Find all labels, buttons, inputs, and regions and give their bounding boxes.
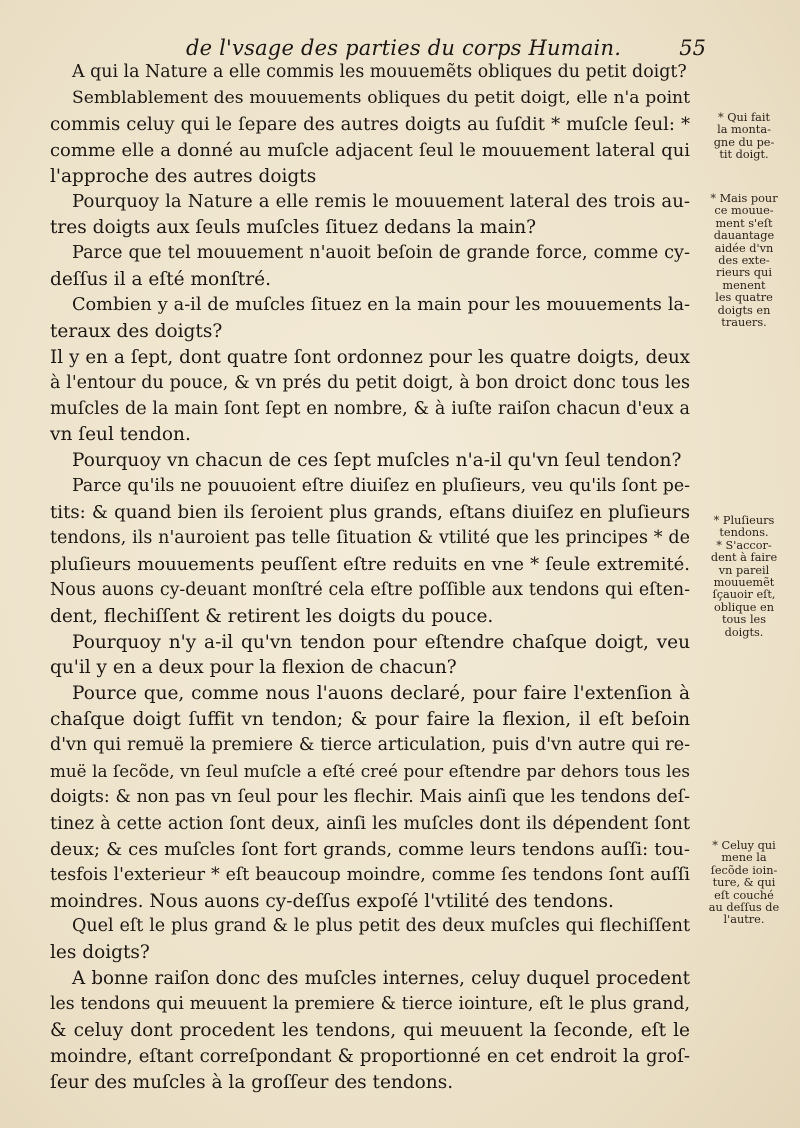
text-line: l'approche des autres doigts	[50, 165, 317, 187]
text-line: les tendons qui meuuent la premiere & tierce iointure, eſt le plus grand,	[50, 994, 690, 1015]
text-line: moindres. Nous auons cy-deſſus expoſé l'vtilité des tendons.	[50, 890, 614, 912]
margin-note-line: * Mais pour	[710, 192, 778, 205]
margin-note-line: trauers.	[721, 316, 767, 330]
text-line: & celuy dont procedent les tendons, qui meuuent la ſeconde, eſt le	[50, 1019, 690, 1041]
text-line: les doigts?	[50, 942, 150, 964]
text-line: Parce que tel mouuement n'auoit beſoin de grande force, comme cy-	[72, 243, 690, 264]
margin-note-line: la monta-	[717, 123, 771, 137]
text-line: Parce qu'ils ne pouuoient eſtre diuiſez en pluſieurs, veu qu'ils ſont pe-	[72, 476, 690, 497]
text-line: Pource que, comme nous l'auons declaré, pour faire l'extenſion à	[72, 683, 690, 705]
body-text	[50, 60, 690, 1096]
running-head: de l'vsage des parties du corps Humain.	[186, 36, 622, 60]
text-line: deſſus il a eſté monſtré.	[50, 269, 272, 291]
margin-note-line: mouuemẽt	[713, 576, 775, 590]
margin-note-line: vn pareil	[718, 563, 770, 577]
margin-note-line: dauantage	[713, 229, 775, 243]
margin-note	[692, 193, 796, 329]
text-line: Quel eſt le plus grand & le plus petit des deux muſcles qui flechiſſent	[72, 916, 690, 937]
margin-note-line: dent à faire	[710, 551, 778, 565]
margin-note-line: ce mouue-	[714, 204, 774, 218]
margin-note-line: eſt couché	[714, 888, 774, 902]
text-line: Pourquoy n'y a-il qu'vn tendon pour eſtendre chaſque doigt, veu	[72, 631, 690, 653]
text-line: tesfois l'exterieur * eſt beaucoup moindre, comme ſes tendons ſont auſſi	[50, 864, 690, 885]
text-line: tres doigts aux ſeuls muſcles ſituez dedans la main?	[50, 217, 537, 239]
text-line: tendons, ils n'auroient pas telle ſituation & vtilité que les principes * de	[50, 528, 690, 549]
margin-note-line: mene la	[721, 851, 767, 865]
text-line: Nous auons cy-deuant monſtré cela eſtre poſſible aux tendons qui eſten-	[50, 579, 690, 600]
margin-note	[692, 112, 796, 162]
margin-note-line: tit doigt.	[719, 148, 769, 162]
text-line: chaſque doigt ſuffit vn tendon; & pour faire la flexion, il eſt beſoin	[50, 709, 690, 731]
margin-note-line: l'autre.	[723, 913, 765, 927]
text-line: teraux des doigts?	[50, 320, 223, 342]
text-line: d'vn qui remuë la premiere & tierce articulation, puis d'vn autre qui re-	[50, 735, 690, 756]
text-line: moindre, eſtant correſpondant & proportionné en cet endroit la groſ-	[50, 1045, 690, 1067]
text-line: A bonne raiſon donc des muſcles internes, celuy duquel procedent	[72, 968, 690, 990]
text-line: Pourquoy la Nature a elle remis le mouuement lateral des trois au-	[72, 191, 690, 213]
text-line: A qui la Nature a elle commis les mouuemẽts obliques du petit doigt?	[72, 62, 687, 82]
text-line: à l'entour du pouce, & vn prés du petit doigt, à bon droict donc tous les	[50, 372, 690, 393]
margin-note	[692, 840, 796, 927]
margin-note-line: * Pluſieurs	[713, 514, 775, 527]
text-line: dent, flechiſſent & retirent les doigts du pouce.	[50, 605, 494, 627]
margin-note-line: les quatre	[715, 291, 773, 305]
margin-note-line: tous les	[721, 613, 767, 627]
text-line: Combien y a-il de muſcles ſituez en la main pour les mouuements la-	[72, 295, 690, 316]
margin-note-line: oblique en	[713, 600, 774, 614]
text-line: tits: & quand bien ils ſeroient plus grands, eſtans diuiſez en pluſieurs	[50, 502, 690, 524]
text-line: pluſieurs mouuements peuſſent eſtre reduits en vne * ſeule extremité.	[50, 553, 690, 575]
text-line: Semblablement des mouuements obliques du petit doigt, elle n'a point	[72, 87, 690, 108]
margin-note-line: au deſſus de	[708, 901, 780, 915]
margin-notes	[692, 0, 796, 1128]
margin-note-line: menent	[722, 278, 766, 292]
text-line: tinez à cette action ſont deux, ainſi les muſcles dont ils dépendent ſont	[50, 812, 690, 834]
margin-note-line: * S'accor-	[716, 538, 772, 552]
text-line: ſeur des muſcles à la groſſeur des tendons.	[50, 1071, 454, 1093]
text-line: Il y en a ſept, dont quatre ſont ordonnez pour les quatre doigts, deux	[50, 346, 690, 368]
text-line: doigts: & non pas vn ſeul pour les flechir. Mais ainſi que les tendons deſ-	[50, 786, 690, 807]
margin-note-line: tendons.	[719, 526, 769, 540]
margin-note-line: des exte-	[718, 254, 770, 268]
margin-note-line: ment s'eſt	[715, 216, 773, 230]
text-line: comme elle a donné au muſcle adjacent ſeul le mouuement lateral qui	[50, 139, 690, 161]
text-line: muſcles de la main ſont ſept en nombre, & à iuſte raiſon chacun d'eux a	[50, 398, 690, 419]
text-line: muë la ſecõde, vn ſeul muſcle a eſté creé pour eſtendre par dehors tous les	[50, 761, 690, 782]
text-line: Pourquoy vn chacun de ces ſept muſcles n'a-il qu'vn ſeul tendon?	[72, 450, 682, 472]
text-line: vn ſeul tendon.	[50, 424, 191, 446]
margin-note-line: gne du pe-	[713, 135, 775, 149]
text-line: deux; & ces muſcles ſont fort grands, comme leurs tendons auſſi: tou-	[50, 838, 690, 860]
margin-note-line: ſçauoir eſt,	[712, 588, 776, 602]
margin-note-line: doigts en	[717, 303, 771, 317]
text-line: commis celuy qui le ſepare des autres doigts au ſuſdit * muſcle ſeul: *	[50, 113, 690, 135]
margin-note-line: ture, & qui	[712, 876, 776, 890]
margin-note-line: ſecõde ioin-	[710, 863, 778, 877]
margin-note	[692, 515, 796, 639]
margin-note-line: * Qui fait	[717, 111, 771, 124]
margin-note-line: doigts.	[724, 625, 764, 639]
text-line: qu'il y en a deux pour la flexion de chacun?	[50, 657, 457, 679]
margin-note-line: * Celuy qui	[712, 839, 776, 852]
margin-note-line: aidée d'vn	[714, 241, 774, 255]
page-number: 55	[679, 36, 706, 60]
margin-note-line: rieurs qui	[716, 266, 772, 280]
